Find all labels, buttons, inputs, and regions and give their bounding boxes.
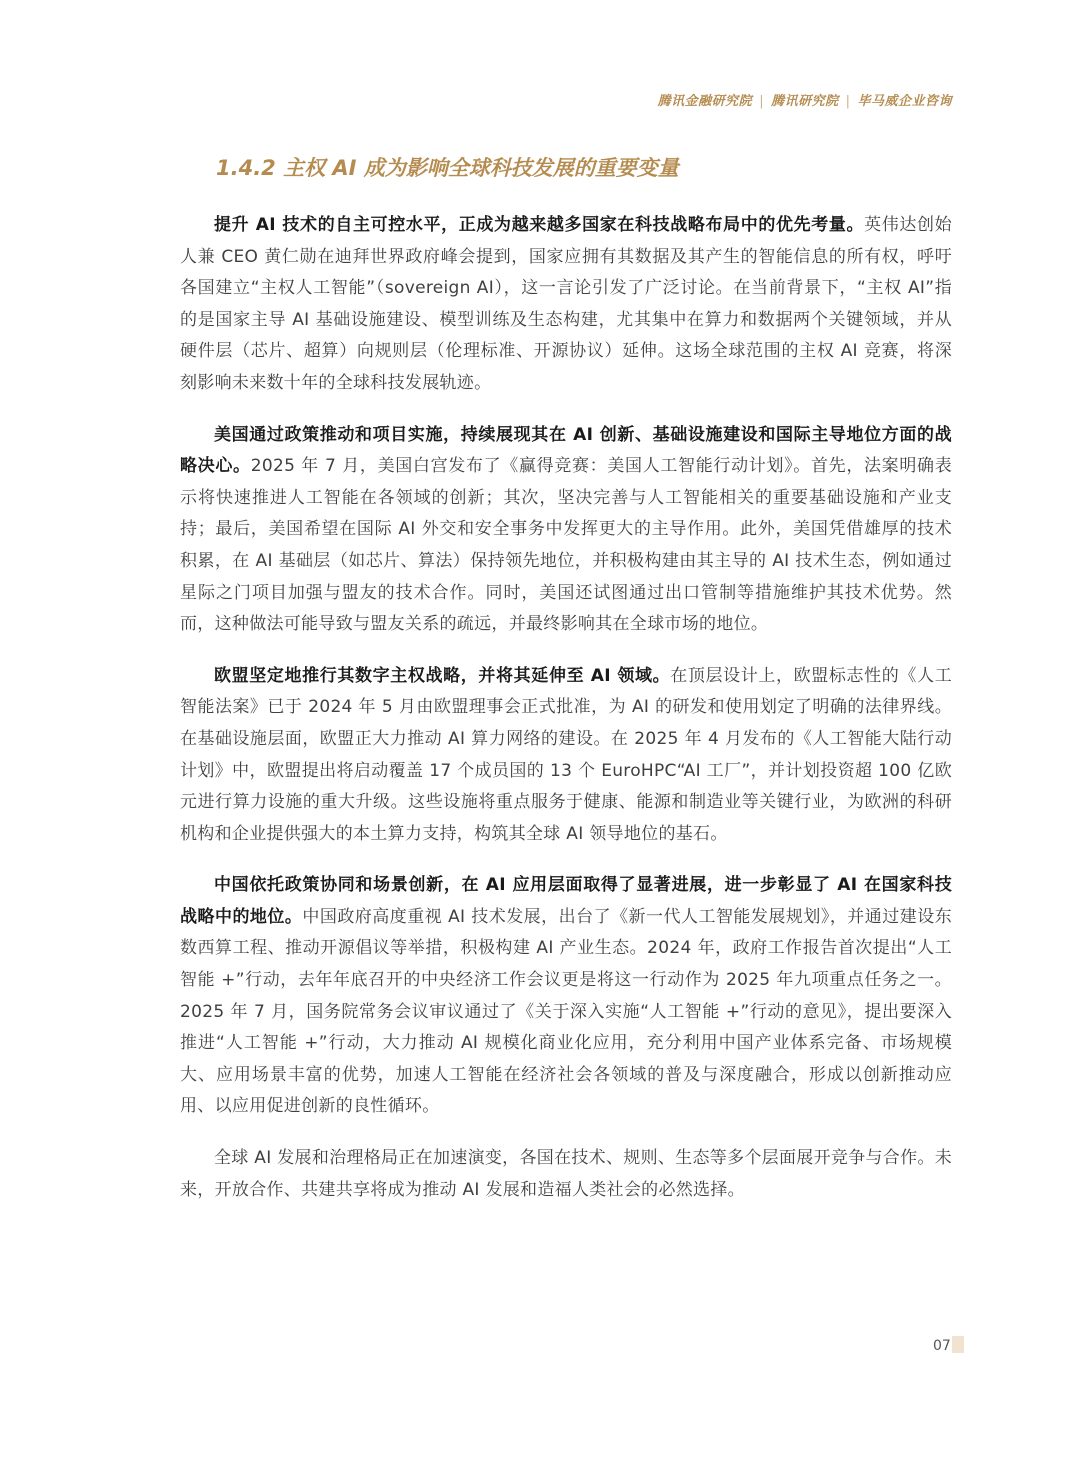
header-separator: | <box>845 94 851 109</box>
page-number-text: 07 <box>933 1338 951 1354</box>
page-number <box>933 1336 964 1354</box>
paragraph-text: 全球 AI 发展和治理格局正在加速演变，各国在技术、规则、生态等多个层面展开竞争与合作。未来，开放合作、共建共享将成为推动 AI 发展和造福人类社会的必然选择。 <box>180 1148 952 1200</box>
paragraph-sovereign-ai <box>180 210 952 400</box>
section-title: 1.4.2 主权 AI 成为影响全球科技发展的重要变量 <box>216 156 679 180</box>
paragraph-lead: 美国通过政策推动和项目实施，持续展现其在 AI 创新、基础设施建设和国际主导地位方面的战略决心。 <box>180 424 952 477</box>
page-tab-marker <box>952 1336 964 1353</box>
paragraph-china <box>180 870 952 1123</box>
paragraph-text: 2025 年 7 月，美国白宫发布了《赢得竞赛：美国人工智能行动计划》。首先，法案明确表示将快速推进人工智能在各领域的创新；其次，坚决完善与人工智能相关的重要基础设施和产业支持；最后，美国希望在国际 AI 外交和安全事务中发挥更大的主导作用。此外，美国凭借雄厚的技术积累，在 AI 基础层（如芯片、算法）保持领先地位，并积极构建由其主导的 AI 技术生态，例如通过星际之门项目加强与盟友的技术合作。同时，美国还试图通过出口管制等措施维护其技术优势。然而，这种做法可能导致与盟友关系的疏远，并最终影响其在全球市场的地位。 <box>180 456 952 635</box>
paragraph-text: 在顶层设计上，欧盟标志性的《人工智能法案》已于 2024 年 5 月由欧盟理事会正式批准，为 AI 的研发和使用划定了明确的法律界线。在基础设施层面，欧盟正大力推动 AI 算力网络的建设。在 2025 年 4 月发布的《人工智能大陆行动计划》中，欧盟提出将启动覆盖 17 个成员国的 13 个 EuroHPC“AI 工厂”，并计划投资超 100 亿欧元进行算力设施的重大升级。这些设施将重点服务于健康、能源和制造业等关键行业，为欧洲的科研机构和企业提供强大的本土算力支持，构筑其全球 AI 领导地位的基石。 <box>180 665 952 844</box>
paragraph-european-union <box>180 661 952 851</box>
running-header <box>658 90 952 109</box>
paragraph-lead: 欧盟坚定地推行其数字主权战略，并将其延伸至 AI 领域。 <box>214 665 671 686</box>
paragraph-conclusion <box>180 1143 952 1206</box>
header-separator: | <box>759 94 765 109</box>
article-body <box>180 210 952 1226</box>
paragraph-text: 中国政府高度重视 AI 技术发展，出台了《新一代人工智能发展规划》，并通过建设东数西算工程、推动开源倡议等举措，积极构建 AI 产业生态。2024 年，政府工作报告首次提出“人工智能 +”行动，去年年底召开的中央经济工作会议更是将这一行动作为 2025 年九项重点任务之一。2025 年 7 月，国务院常务会议审议通过了《关于深入实施“人工智能 +”行动的意见》，提出要深入推进“人工智能 +”行动，大力推动 AI 规模化商业化应用，充分利用中国产业体系完备、市场规模大、应用场景丰富的优势，加速人工智能在经济社会各领域的普及与深度融合，形成以创新推动应用、以应用促进创新的良性循环。 <box>180 906 952 1117</box>
header-org-kpmg: 毕马威企业咨询 <box>857 94 952 109</box>
paragraph-united-states <box>180 420 952 641</box>
header-org-tencent-fintech: 腾讯金融研究院 <box>657 94 753 109</box>
paragraph-text: 英伟达创始人兼 CEO 黄仁勋在迪拜世界政府峰会提到，国家应拥有其数据及其产生的智能信息的所有权，呼吁各国建立“主权人工智能”（sovereign AI），这一言论引发了广泛讨论。在当前背景下，“主权 AI”指的是国家主导 AI 基础设施建设、模型训练及生态构建，尤其集中在算力和数据两个关键领域，并从硬件层（芯片、超算）向规则层（伦理标准、开源协议）延伸。这场全球范围的主权 AI 竞赛，将深刻影响未来数十年的全球科技发展轨迹。 <box>180 215 952 393</box>
paragraph-lead: 提升 AI 技术的自主可控水平，正成为越来越多国家在科技战略布局中的优先考量。 <box>214 215 865 235</box>
header-org-tencent-research: 腾讯研究院 <box>771 94 839 109</box>
paragraph-lead: 中国依托政策协同和场景创新，在 AI 应用层面取得了显著进展，进一步彰显了 AI 在国家科技战略中的地位。 <box>180 875 952 927</box>
